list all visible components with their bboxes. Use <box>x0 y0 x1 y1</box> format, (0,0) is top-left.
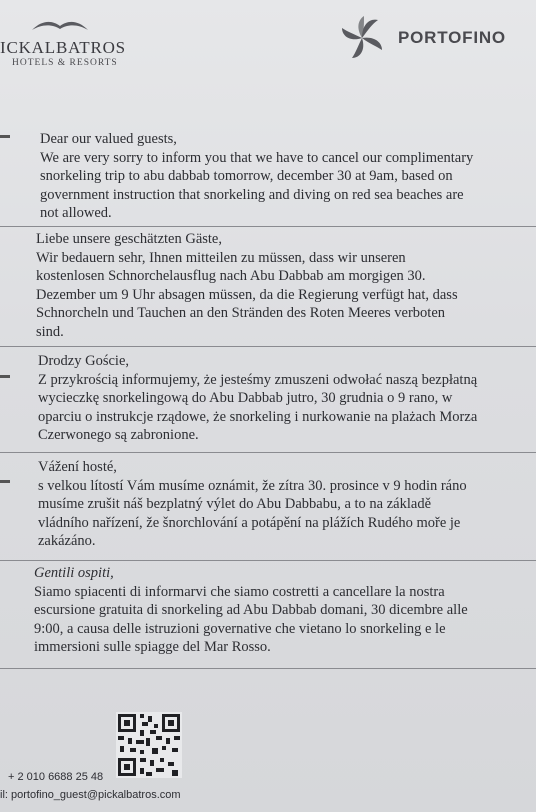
text-line: escursione gratuita di snorkeling ad Abu Dabbab domani, 30 dicembre alle <box>34 602 468 618</box>
albatros-bird-icon <box>30 18 90 32</box>
portofino-brand <box>338 14 536 74</box>
text-line: wycieczkę snorkelingową do Abu Dabbab jutro, 30 grudnia o 9 rano, w <box>38 390 453 406</box>
edge-mark <box>0 375 10 378</box>
portofino-name: PORTOFINO <box>398 28 506 47</box>
edge-mark <box>0 480 10 483</box>
text-line: not allowed. <box>40 205 112 221</box>
text-line: s velkou lítostí Vám musíme oznámit, že zítra 30. prosince v 9 hodin ráno <box>38 477 467 494</box>
greeting-german: Liebe unsere geschätzten Gäste, <box>36 231 222 247</box>
portofino-swirl-icon <box>338 14 386 62</box>
divider <box>0 346 536 347</box>
section-english <box>40 130 473 223</box>
text-line: kostenlosen Schnorchelausflug nach Abu Dabbab am morgigen 30. <box>36 268 426 284</box>
edge-mark <box>0 135 10 138</box>
text-line: Schnorcheln und Tauchen an den Stränden des Roten Meeres verboten <box>36 305 446 321</box>
section-polish <box>38 352 477 445</box>
divider <box>0 560 536 561</box>
text-line: Dezember um 9 Uhr absagen müssen, da die Regierung verfügt hat, dass <box>36 286 458 303</box>
text-line: Czerwonego są zabronione. <box>38 427 199 443</box>
greeting-czech: Vážení hosté, <box>38 459 117 475</box>
section-czech <box>38 458 467 551</box>
greeting-polish: Drodzy Goście, <box>38 353 130 369</box>
text-line: immersioni sulle spiagge del Mar Rosso. <box>34 639 271 655</box>
section-italian <box>34 564 468 657</box>
text-line: musíme zrušit náš bezplatný výlet do Abu Dabbabu, a to na základě <box>38 496 432 512</box>
greeting-italian: Gentili ospiti, <box>34 565 114 581</box>
text-line: oparciu o instrukcje rządowe, że snorkeling i nurkowanie na plażach Morza <box>38 408 478 425</box>
divider <box>0 226 536 227</box>
hotels-resorts-label: HOTELS & RESORTS <box>12 58 118 68</box>
text-line: zakázáno. <box>38 533 96 549</box>
text-line: 9:00, a causa delle istruzioni governative che vietano lo snorkeling e le <box>34 620 446 637</box>
text-line: Siamo spiacenti di informarvi che siamo costretti a cancellare la nostra <box>34 583 445 600</box>
footer-email: il: portofino_guest@pickalbatros.com <box>0 789 181 801</box>
divider <box>0 668 536 669</box>
text-line: government instruction that snorkeling and diving on red sea beaches are <box>40 186 464 203</box>
footer-phone: + 2 010 6688 25 48 <box>8 771 104 783</box>
divider <box>0 452 536 453</box>
text-line: Z przykrością informujemy, że jesteśmy zmuszeni odwołać naszą bezpłatną <box>38 371 478 388</box>
text-line: We are very sorry to inform you that we have to cancel our complimentary <box>40 149 474 166</box>
pickalbatros-name: ICKALBATROS <box>0 38 126 57</box>
greeting-english: Dear our valued guests, <box>40 131 177 147</box>
section-german <box>36 230 458 341</box>
text-line: sind. <box>36 323 64 340</box>
text-line: snorkeling trip to abu dabbab tomorrow, december 30 at 9am, based on <box>40 168 453 184</box>
text-line: Wir bedauern sehr, Ihnen mitteilen zu müssen, dass wir unseren <box>36 249 406 266</box>
qr-code-icon <box>116 712 182 778</box>
text-line: vládního nařízení, že šnorchlování a potápění na plážích Rudého moře je <box>38 514 461 531</box>
